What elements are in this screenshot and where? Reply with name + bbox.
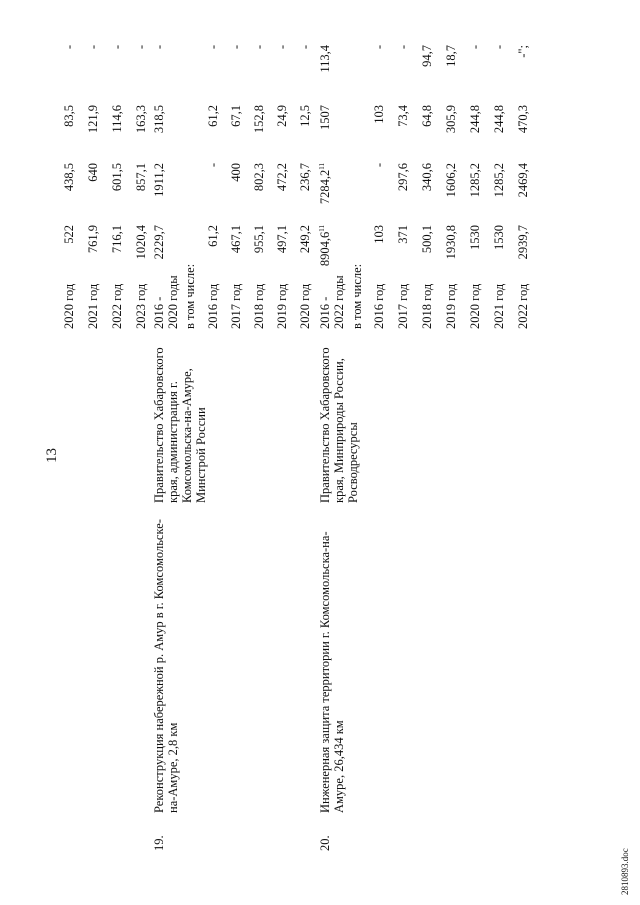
row-year: 2016 год bbox=[206, 283, 220, 329]
row-total: 497,1 bbox=[275, 225, 289, 254]
row-year: 2020 год bbox=[298, 283, 312, 329]
row-federal: 438,5 bbox=[62, 163, 76, 192]
row-other: 18,7 bbox=[444, 45, 458, 67]
total-period: 2016 - 2020 годы bbox=[152, 275, 180, 329]
row-other: - bbox=[298, 45, 312, 50]
row-other: - bbox=[206, 45, 220, 50]
item-executor: Правительство Хабаровского края, администрация г. Комсомольска-на-Амуре, Минстрой России bbox=[152, 347, 208, 503]
row-other: - bbox=[252, 45, 266, 50]
row-total: 1530 bbox=[492, 225, 506, 250]
row-total: 371 bbox=[396, 225, 410, 244]
footer-filename: 2810893.doc bbox=[620, 848, 630, 895]
row-federal: 472,2 bbox=[275, 163, 289, 192]
row-year: 2018 год bbox=[252, 283, 266, 329]
row-other: - bbox=[229, 45, 243, 50]
row-total: 761,9 bbox=[86, 225, 100, 254]
row-other: -"; bbox=[516, 45, 530, 58]
item-executor: Правительство Хабаровского края, Минприроды России, Росводресурсы bbox=[318, 347, 360, 503]
footnote-mark: 11 bbox=[318, 225, 326, 232]
row-regional: 305,9 bbox=[444, 105, 458, 134]
row-regional: 12,5 bbox=[298, 105, 312, 127]
row-regional: 73,4 bbox=[396, 105, 410, 127]
row-federal: 802,3 bbox=[252, 163, 266, 192]
total-federal-value: 7284,2 bbox=[318, 169, 333, 205]
row-other: - bbox=[468, 45, 482, 50]
total-sum: 2229,7 bbox=[152, 225, 166, 260]
row-federal: 2469,4 bbox=[516, 163, 530, 198]
row-federal: - bbox=[206, 163, 220, 168]
row-other: - bbox=[275, 45, 289, 50]
row-year: 2017 год bbox=[396, 283, 410, 329]
row-total: 1530 bbox=[468, 225, 482, 250]
row-regional: 152,8 bbox=[252, 105, 266, 134]
row-regional: 470,3 bbox=[516, 105, 530, 134]
row-year: 2019 год bbox=[275, 283, 289, 329]
row-federal: - bbox=[372, 163, 386, 168]
total-federal bbox=[318, 163, 333, 211]
row-total: 1020,4 bbox=[134, 225, 148, 260]
row-federal: 400 bbox=[229, 163, 243, 182]
item-number: 19. bbox=[152, 835, 166, 851]
incl-label: в том числе: bbox=[183, 263, 197, 329]
row-year: 2022 год bbox=[110, 283, 124, 329]
row-federal: 1285,2 bbox=[492, 163, 506, 198]
row-total: 467,1 bbox=[229, 225, 243, 254]
row-total: 103 bbox=[372, 225, 386, 244]
row-regional: 244,8 bbox=[468, 105, 482, 134]
row-regional: 24,9 bbox=[275, 105, 289, 127]
footnote-mark: 11 bbox=[318, 163, 326, 170]
row-other: - bbox=[396, 45, 410, 50]
row-year: 2017 год bbox=[229, 283, 243, 329]
row-other: - bbox=[86, 45, 100, 50]
row-total: 1930,8 bbox=[444, 225, 458, 260]
row-regional: 244,8 bbox=[492, 105, 506, 134]
row-year: 2020 год bbox=[62, 283, 76, 329]
row-other: - bbox=[134, 45, 148, 50]
row-federal: 857,1 bbox=[134, 163, 148, 192]
row-year: 2021 год bbox=[86, 283, 100, 329]
row-other: - bbox=[62, 45, 76, 50]
row-year: 2022 год bbox=[516, 283, 530, 329]
row-total: 500,1 bbox=[420, 225, 434, 254]
row-federal: 236,7 bbox=[298, 163, 312, 192]
row-federal: 1606,2 bbox=[444, 163, 458, 198]
row-federal: 1285,2 bbox=[468, 163, 482, 198]
row-total: 522 bbox=[62, 225, 76, 244]
row-total: 61,2 bbox=[206, 225, 220, 247]
row-total: 955,1 bbox=[252, 225, 266, 254]
total-sum-value: 8904,6 bbox=[318, 231, 333, 267]
row-year: 2020 год bbox=[468, 283, 482, 329]
page-number: 13 bbox=[44, 448, 60, 463]
row-regional: 67,1 bbox=[229, 105, 243, 127]
row-total: 2939,7 bbox=[516, 225, 530, 260]
row-total: 716,1 bbox=[110, 225, 124, 254]
row-other: - bbox=[110, 45, 124, 50]
total-other: - bbox=[152, 45, 166, 50]
total-regional: 318,5 bbox=[152, 105, 166, 134]
row-regional: 121,9 bbox=[86, 105, 100, 134]
row-regional: 64,8 bbox=[420, 105, 434, 127]
row-year: 2018 год bbox=[420, 283, 434, 329]
total-period: 2016 - 2022 годы bbox=[318, 275, 346, 329]
row-year: 2016 год bbox=[372, 283, 386, 329]
row-regional: 103 bbox=[372, 105, 386, 124]
row-federal: 601,5 bbox=[110, 163, 124, 192]
row-federal: 297,6 bbox=[396, 163, 410, 192]
total-regional: 1507 bbox=[318, 105, 332, 130]
row-total: 249,2 bbox=[298, 225, 312, 254]
total-federal: 1911,2 bbox=[152, 163, 166, 197]
row-regional: 114,6 bbox=[110, 105, 124, 133]
row-federal: 340,6 bbox=[420, 163, 434, 192]
incl-label: в том числе: bbox=[350, 263, 364, 329]
item-number: 20. bbox=[318, 835, 332, 851]
row-other: - bbox=[372, 45, 386, 50]
row-other: - bbox=[492, 45, 506, 50]
row-regional: 61,2 bbox=[206, 105, 220, 127]
row-regional: 83,5 bbox=[62, 105, 76, 127]
item-name: Инженерная защита территории г. Комсомольска-на-Амуре, 26,434 км bbox=[318, 531, 346, 813]
row-year: 2023 год bbox=[134, 283, 148, 329]
total-sum bbox=[318, 225, 333, 273]
row-other: 94,7 bbox=[420, 45, 434, 67]
row-federal: 640 bbox=[86, 163, 100, 182]
row-year: 2019 год bbox=[444, 283, 458, 329]
row-year: 2021 год bbox=[492, 283, 506, 329]
item-name: Реконструкция набережной р. Амур в г. Комсомольске-на-Амуре, 2,8 км bbox=[152, 519, 180, 813]
total-other: 113,4 bbox=[318, 45, 332, 73]
row-regional: 163,3 bbox=[134, 105, 148, 134]
